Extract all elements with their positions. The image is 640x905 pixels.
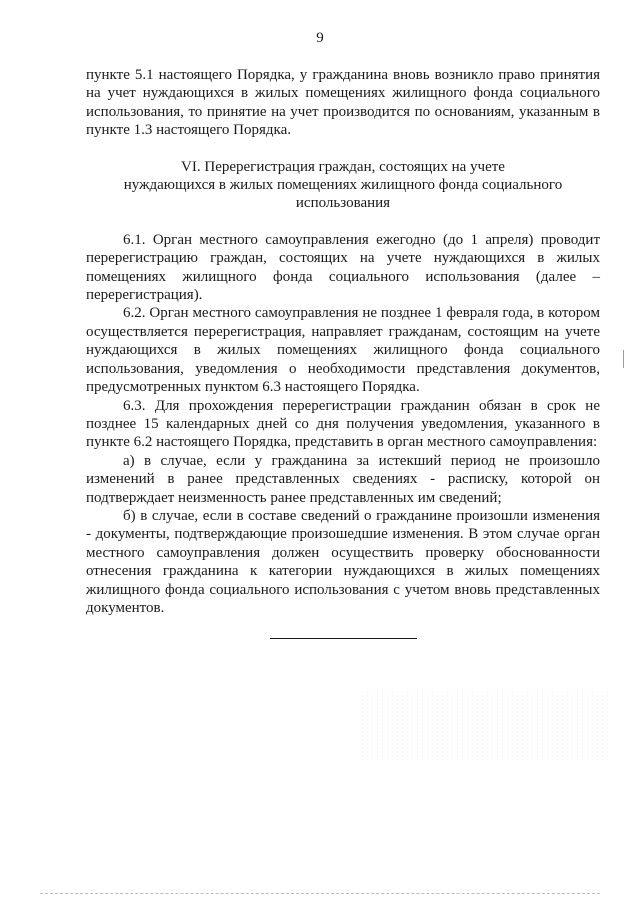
page-number: 9	[316, 30, 324, 46]
scan-margin-mark	[623, 350, 624, 368]
scan-noise	[360, 690, 610, 760]
section-heading-line-2: нуждающихся в жилых помещениях жилищного фонда социального	[123, 177, 563, 194]
paragraph-6-1: 6.1. Орган местного самоуправления ежегодно (до 1 апреля) проводит перерегистрацию граждан, состоящих на учете нуждающихся в жилых помещениях жилищного фонда социального использования (далее – перерегистрация).	[86, 231, 600, 304]
list-item-b: б) в случае, если в составе сведений о гражданине произошли изменения - документы, подтверждающие произошедшие изменения. В этом случае орган местного самоуправления должен осуществить проверку обоснованности отнесения гражданина к категории нуждающихся в жилых помещениях жилищного фонда социального использования с учетом вновь представленных документов.	[86, 507, 600, 616]
section-heading-line-1: VI. Перерегистрация граждан, состоящих на учете	[181, 158, 505, 175]
scan-bottom-edge	[40, 893, 600, 894]
section-heading	[86, 158, 600, 213]
paragraph-6-3: 6.3. Для прохождения перерегистрации гражданин обязан в срок не позднее 15 календарных дней со дня получения уведомления, указанного в пункте 6.2 настоящего Порядка, представить в орган местного самоуправления:	[86, 397, 600, 451]
list-item-a: а) в случае, если у гражданина за истекший период не произошло изменений в ранее представленных сведениях - расписку, которой он подтверждает неизменность ранее представленных им сведений;	[86, 452, 600, 506]
section-heading-line-3: использования	[295, 195, 391, 212]
end-separator-line	[270, 638, 417, 639]
intro-paragraph: пункте 5.1 настоящего Порядка, у гражданина вновь возникло право принятия на учет нуждающихся в жилых помещениях жилищного фонда социального использования, то принятие на учет производится по основаниям, указанным в пункте 1.3 настоящего Порядка.	[86, 67, 600, 139]
document-body	[86, 66, 600, 617]
paragraph-6-2: 6.2. Орган местного самоуправления не позднее 1 февраля года, в котором осуществляется перерегистрация, направляет гражданам, состоящим на учете нуждающихся в жилых помещениях жилищного фонда социального использования, уведомления о необходимости представления документов, предусмотренных пунктом 6.3 настоящего Порядка.	[86, 305, 600, 396]
